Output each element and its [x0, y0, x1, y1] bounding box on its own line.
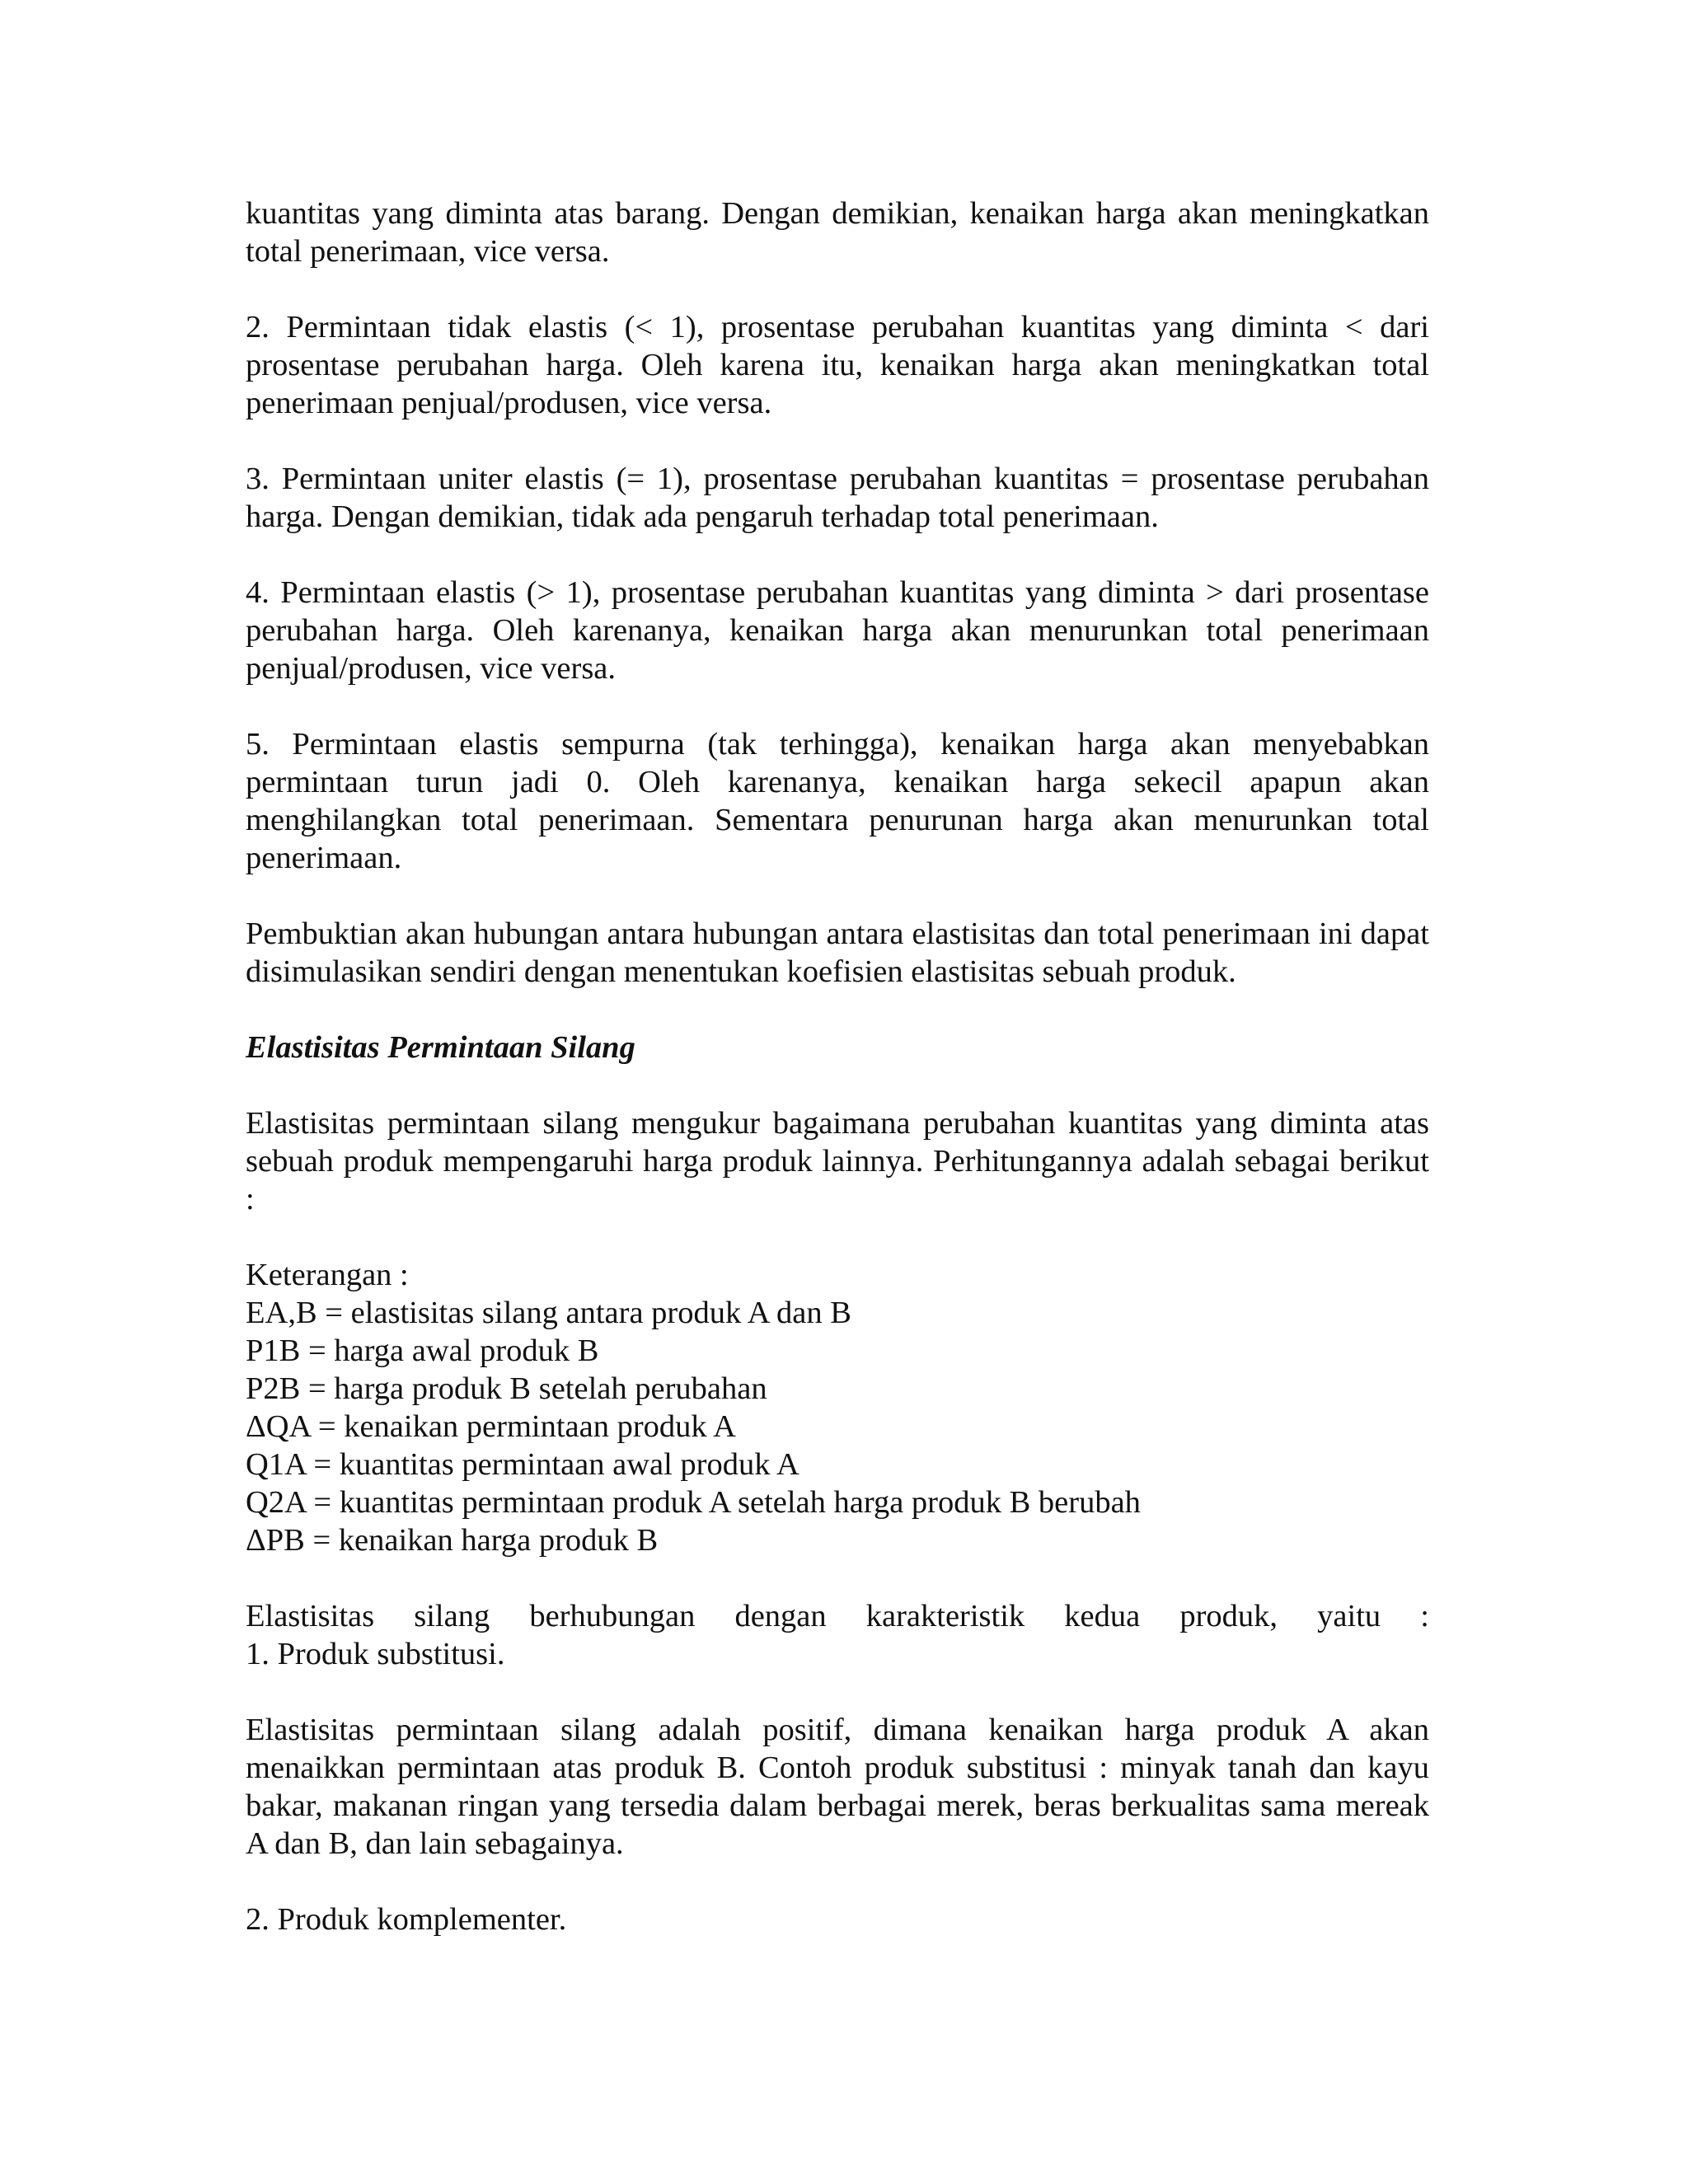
legend-item: P1B = harga awal produk B — [246, 1333, 599, 1368]
paragraph-intro: kuantitas yang diminta atas barang. Dengan demikian, kenaikan harga akan meningkatkan total penerimaan, vice versa. — [246, 196, 1429, 269]
legend-item: ΔQA = kenaikan permintaan produk A — [246, 1409, 736, 1444]
paragraph-cross-elasticity-definition: Elastisitas permintaan silang mengukur bagaimana perubahan kuantitas yang diminta atas sebuah produk mempengaruhi harga produk lainnya. Perhitungannya adalah sebagai berikut : — [246, 1106, 1429, 1216]
substitute-product-label: 1. Produk substitusi. — [246, 1637, 505, 1671]
paragraph-elastic-demand: 4. Permintaan elastis (> 1), prosentase perubahan kuantitas yang diminta > dari prosentase perubahan harga. Oleh karenanya, kenaikan harga akan menurunkan total penerimaan penjual/produsen, vice versa. — [246, 575, 1429, 686]
legend-block — [246, 1256, 1429, 1559]
complementary-product-label: 2. Produk komplementer. — [246, 1902, 567, 1937]
document-page — [246, 194, 1429, 1938]
paragraph-perfectly-elastic-demand: 5. Permintaan elastis sempurna (tak terhingga), kenaikan harga akan menyebabkan permintaan turun jadi 0. Oleh karenanya, kenaikan harga sekecil apapun akan menghilangkan total penerimaan. Sementara penurunan harga akan menurunkan total penerimaan. — [246, 727, 1429, 875]
paragraph-unitary-elastic-demand: 3. Permintaan uniter elastis (= 1), prosentase perubahan kuantitas = prosentase perubahan harga. Dengan demikian, tidak ada pengaruh terhadap total penerimaan. — [246, 462, 1429, 534]
paragraph-proof: Pembuktian akan hubungan antara hubungan antara elastisitas dan total penerimaan ini dapat disimulasikan sendiri dengan menentukan koefisien elastisitas sebuah produk. — [246, 916, 1429, 989]
legend-item: Q1A = kuantitas permintaan awal produk A — [246, 1447, 799, 1482]
legend-title: Keterangan : — [246, 1258, 409, 1292]
legend-item: ΔPB = kenaikan harga produk B — [246, 1523, 659, 1558]
legend-item: EA,B = elastisitas silang antara produk A dan B — [246, 1296, 851, 1330]
paragraph-characteristics — [246, 1597, 1429, 1673]
paragraph-inelastic-demand: 2. Permintaan tidak elastis (< 1), prosentase perubahan kuantitas yang diminta < dari prosentase perubahan harga. Oleh karena itu, kenaikan harga akan meningkatkan total penerimaan penjual/produsen, vice versa. — [246, 310, 1429, 420]
section-heading-cross-elasticity: Elastisitas Permintaan Silang — [246, 1030, 635, 1065]
legend-item: P2B = harga produk B setelah perubahan — [246, 1371, 767, 1406]
legend-item: Q2A = kuantitas permintaan produk A setelah harga produk B berubah — [246, 1485, 1141, 1520]
characteristics-intro-line: Elastisitas silang berhubungan dengan karakteristik kedua produk, yaitu : — [246, 1599, 1429, 1633]
paragraph-substitute-products: Elastisitas permintaan silang adalah positif, dimana kenaikan harga produk A akan menaikkan permintaan atas produk B. Contoh produk substitusi : minyak tanah dan kayu bakar, makanan ringan yang tersedia dalam berbagai merek, beras berkualitas sama mereak A dan B, dan lain sebagainya. — [246, 1713, 1429, 1861]
